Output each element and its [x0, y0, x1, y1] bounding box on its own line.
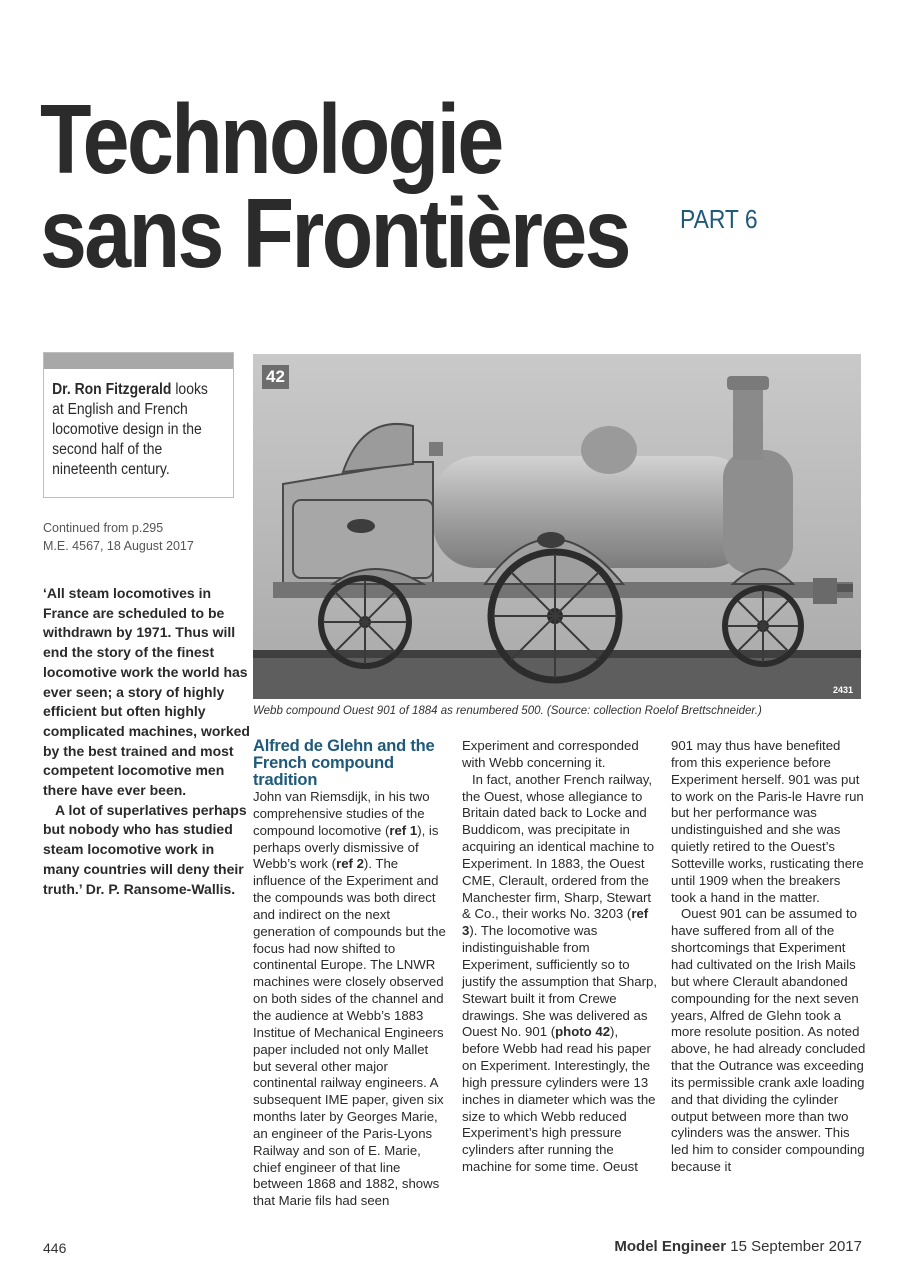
col2-text-c: ), before Webb had read his paper on Experiment. Interestingly, the high pressure cylinders were 13 inches in diameter which was the size to which Webb reduced Experiment’s high pressure cylinders after running the machine for some time. Oeust	[462, 1024, 656, 1175]
intro-box	[43, 352, 234, 498]
continued-note	[43, 519, 194, 555]
magazine-name: Model Engineer	[614, 1238, 727, 1255]
ref-1: ref 1	[389, 822, 418, 838]
col2-text-b: ). The locomotive was indistinguishable from Experiment, sufficiently so to justify the assumption that Sharp, Stewart built it from Crewe drawings. She was delivered as Ouest No. 901 (	[462, 923, 657, 1040]
title-line-1: Technologie	[40, 84, 502, 194]
intro-bar	[44, 353, 233, 369]
column-3-paragraph-2: Ouest 901 can be assumed to have suffered from all of the shortcomings that Experiment had cultivated on the Irish Mails but where Clerault abandoned compounding for the next seven years, Alfred de Glehn took a more resolute position. As noted above, he had already concluded that the Outrance was exceeding its permissible crank axle loading and that dividing the cylinder output between more than two cylinders was the answer. This led him to consider compounding because it	[671, 906, 866, 1175]
column-2-paragraph-1: Experiment and corresponded with Webb concerning it.	[462, 738, 639, 770]
continued-line-1: Continued from p.295	[43, 521, 164, 535]
photo-number-badge: 42	[262, 365, 289, 389]
column-3-paragraph-1: 901 may thus have benefited from this experience before Experiment herself. 901 was put to work on the Paris-le Havre run but her performance was undistinguished and she was quietly retired to the Ouest’s Sotteville works, rusticating there until 1909 when the breakers took a hand in the matter.	[671, 738, 864, 905]
col1-text-a: John van Riemsdijk, in his two comprehensive studies of the compound locomotive (	[253, 789, 430, 838]
intro-text	[44, 369, 230, 480]
intro-description: looks at English and French locomotive design in the second half of the nineteenth century.	[52, 381, 208, 478]
column-1-paragraph	[253, 789, 449, 1210]
article-title	[40, 84, 629, 288]
section-subhead: Alfred de Glehn and the French compound tradition	[253, 737, 435, 789]
quote-paragraph-1: ‘All steam locomotives in France are scheduled to be withdrawn by 1971. Thus will end the story of the finest locomotive work the world has ever seen; a story of highly efficient but often highly complicated machines, worked by the best trained and most competent locomotive men there have ever been.	[43, 585, 250, 799]
publication-info	[614, 1238, 862, 1255]
part-label: PART 6	[680, 204, 758, 234]
ref-2: ref 2	[336, 856, 364, 872]
page-number: 446	[43, 1240, 67, 1256]
photo-plate-number: 2431	[832, 685, 853, 695]
pull-quote	[43, 584, 253, 899]
ref-3: ref 3	[462, 906, 649, 939]
locomotive-photo	[253, 354, 861, 699]
col2-text-a: In fact, another French railway, the Ouest, whose allegiance to Britain dated back to Locke and Buddicom, was precipitate in acquiring an identical machine to Experiment. In 1883, the Ouest CME, Clerault, ordered from the Manchester firm, Sharp, Stewart & Co., their works No. 3203 (	[462, 771, 655, 922]
author-name: Dr. Ron Fitzgerald	[52, 381, 172, 398]
column-2-paragraph-2	[462, 772, 658, 1176]
issue-date: 15 September 2017	[726, 1238, 862, 1255]
article-column-1	[253, 738, 449, 1210]
quote-paragraph-2: A lot of superlatives perhaps but nobody who has studied steam locomotive work in many countries will deny their truth.’ Dr. P. Ransome-Wallis.	[43, 801, 247, 897]
photo-caption: Webb compound Ouest 901 of 1884 as renumbered 500. (Source: collection Roelof Brettschneider.)	[253, 705, 762, 717]
article-column-3	[671, 738, 867, 1176]
locomotive-illustration	[253, 354, 861, 699]
continued-line-2: M.E. 4567, 18 August 2017	[43, 539, 194, 553]
title-line-2: sans Frontières	[40, 178, 629, 288]
article-column-2	[462, 738, 658, 1176]
col1-text-b: ), is perhaps overly dismissive of Webb’s work (	[253, 822, 439, 872]
col1-text-c: ). The influence of the Experiment and the compounds was both direct and indirect on the next generation of compounds but the focus had now shifted to continental Europe. The LNWR machines were closely observed on both sides of the channel and the audience at Webb’s 1883 Institue of Mechanical Engineers paper included not only Mallet but several other major continental railway engineers. A subsequent IME paper, given six months later by Georges Marie, an engineer of the Paris-Lyons Railway and son of E. Marie, chief engineer of that line between 1868 and 1882, shows that Marie fils had seen	[253, 856, 446, 1209]
photo-42-ref: photo 42	[555, 1024, 611, 1040]
